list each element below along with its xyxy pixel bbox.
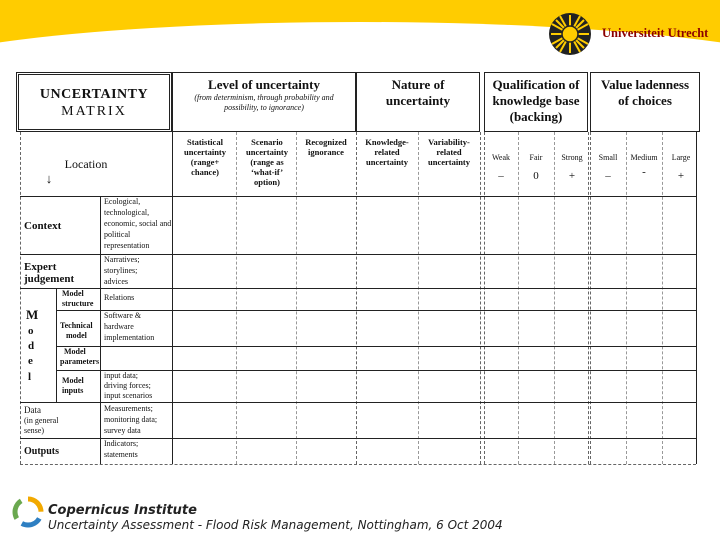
nature-col-variability-l1: Variability- — [428, 137, 470, 147]
row-outputs-desc-1: Indicators; — [104, 439, 139, 448]
location-label: Location — [64, 157, 108, 171]
row-model-inputs-label-1: Model — [62, 376, 84, 385]
university-logo-icon — [548, 12, 592, 56]
level-col-statistical-l4: chance) — [191, 167, 219, 177]
row-outputs-label: Outputs — [24, 446, 60, 457]
footer-event: Uncertainty Assessment - Flood Risk Management, Nottingham, 6 Oct 2004 — [48, 518, 503, 532]
value-medium-symbol: - — [642, 166, 646, 178]
row-context-label: Context — [24, 220, 62, 232]
copernicus-logo-icon — [12, 496, 44, 528]
row-technical-model-desc-3: implementation — [104, 333, 155, 342]
row-data-desc-2: monitoring data; — [104, 415, 158, 424]
nature-col-knowledge-l1: Knowledge- — [365, 137, 409, 147]
qualification-title-2: knowledge base — [492, 93, 580, 108]
level-col-recognized-l2: ignorance — [308, 147, 344, 157]
qualification-weak-symbol: – — [498, 170, 504, 182]
matrix-title-line1: UNCERTAINTY — [39, 87, 149, 102]
row-expert-desc-3: advices — [104, 277, 128, 286]
level-col-recognized-l1: Recognized — [305, 137, 347, 147]
matrix-title-line2: MATRIX — [61, 104, 127, 119]
qualification-fair-label: Fair — [529, 153, 543, 162]
level-col-scenario-l4: ‘what-if’ — [250, 167, 284, 177]
row-model-inputs-desc-1: input data; — [104, 371, 138, 380]
row-outputs-desc-2: statements — [104, 450, 138, 459]
level-col-statistical-l3: (range+ — [190, 157, 220, 167]
value-small-label: Small — [598, 153, 618, 162]
footer-institute: Copernicus Institute — [48, 503, 197, 518]
nature-title-2: uncertainty — [385, 93, 451, 108]
row-context-desc-1: Ecological, — [104, 197, 141, 206]
nature-col-knowledge-l3: uncertainty — [365, 157, 409, 167]
value-title-1: Value ladenness — [600, 77, 690, 92]
row-expert-label-1: Expert — [24, 261, 57, 273]
level-col-scenario-l5: option) — [254, 177, 280, 187]
row-technical-model-label-1: Technical — [60, 321, 93, 330]
level-subtitle-2: possibility, to ignorance) — [224, 103, 304, 112]
level-col-statistical-l1: Statistical — [187, 137, 223, 147]
model-letter-m: M — [26, 307, 39, 322]
value-medium-label: Medium — [630, 153, 658, 162]
row-model-structure-desc: Relations — [104, 293, 135, 302]
level-col-scenario-l1: Scenario — [251, 137, 283, 147]
row-context-desc-3: economic, social and — [104, 219, 172, 228]
nature-col-knowledge-l2: related — [374, 147, 400, 157]
row-expert-label-2: judgement — [24, 273, 75, 285]
model-letter-l: l — [28, 371, 32, 383]
model-letter-d: d — [28, 340, 35, 352]
row-data-label-2: (in general — [24, 416, 59, 425]
qualification-strong-label: Strong — [561, 153, 583, 162]
qualification-title-3: (backing) — [509, 109, 563, 124]
row-model-parameters-label-2: parameters — [60, 357, 100, 366]
row-model-parameters-label-1: Model — [64, 347, 86, 356]
uncertainty-matrix — [16, 72, 702, 468]
nature-title-1: Nature of — [391, 77, 445, 92]
row-context-desc-4: political — [104, 230, 131, 239]
nature-col-variability-l2: related — [436, 147, 462, 157]
row-data-desc-3: survey data — [104, 426, 141, 435]
row-model-structure-label-1: Model — [62, 289, 84, 298]
row-model-inputs-desc-3: input scenarios — [104, 391, 153, 400]
value-large-symbol: + — [677, 170, 685, 182]
model-letter-o: o — [28, 325, 34, 337]
row-data-label-3: sense) — [24, 426, 44, 435]
row-technical-model-desc-1: Software & — [104, 311, 142, 320]
row-model-inputs-label-2: inputs — [62, 386, 84, 395]
row-data-label-1: Data — [24, 405, 41, 415]
level-subtitle-1: (from determinism, through probability and — [194, 93, 334, 102]
row-model-structure-label-2: structure — [62, 299, 94, 308]
university-name: Universiteit Utrecht — [602, 26, 709, 40]
level-col-statistical-l2: uncertainty — [183, 147, 227, 157]
row-context-desc-5: representation — [104, 241, 150, 250]
row-technical-model-label-2: model — [66, 331, 87, 340]
qualification-strong-symbol: + — [568, 170, 576, 182]
row-model-inputs-desc-2: driving forces; — [104, 381, 151, 390]
row-expert-desc-1: Narratives; — [104, 255, 140, 264]
level-col-scenario-l3: (range as — [250, 157, 284, 167]
row-data-desc-1: Measurements; — [104, 404, 153, 413]
value-large-label: Large — [671, 153, 691, 162]
value-small-symbol: – — [605, 170, 611, 182]
qualification-title-1: Qualification of — [492, 77, 580, 92]
nature-col-variability-l3: uncertainty — [427, 157, 471, 167]
qualification-fair-symbol: 0 — [533, 170, 539, 182]
qualification-weak-label: Weak — [491, 153, 510, 162]
level-title: Level of uncertainty — [208, 77, 320, 92]
value-title-2: of choices — [618, 93, 672, 108]
row-expert-desc-2: storylines; — [104, 266, 138, 275]
model-letter-e: e — [28, 355, 33, 367]
row-context-desc-2: technological, — [104, 208, 150, 217]
row-technical-model-desc-2: hardware — [104, 322, 134, 331]
level-col-scenario-l2: uncertainty — [245, 147, 289, 157]
location-arrow-icon: ↓ — [45, 171, 53, 186]
